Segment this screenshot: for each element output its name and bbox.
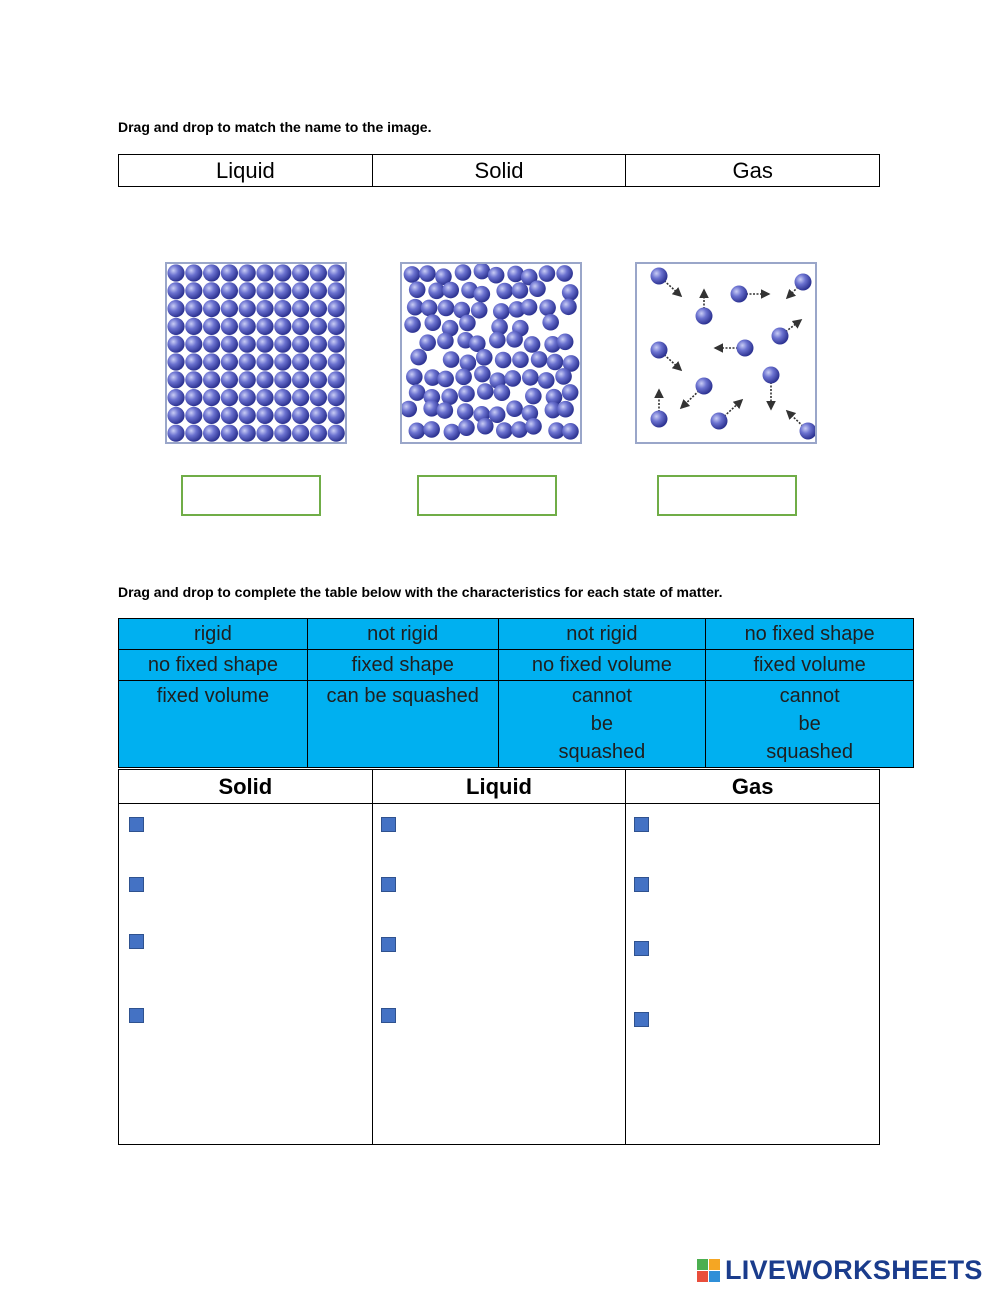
particle — [476, 349, 493, 366]
drop-slot[interactable] — [634, 817, 649, 832]
particle — [310, 407, 327, 424]
particle — [525, 388, 542, 405]
particle — [292, 318, 309, 335]
chip-no-fixed-shape[interactable]: no fixed shape — [706, 619, 914, 650]
particle — [256, 336, 273, 353]
word-liquid[interactable]: Liquid — [215, 157, 275, 183]
particle — [221, 336, 238, 353]
chip-fixed-volume[interactable]: fixed volume — [706, 650, 914, 681]
particle — [310, 371, 327, 388]
particle — [474, 286, 491, 303]
particle — [185, 300, 202, 317]
solid-particles-image — [165, 262, 347, 444]
particle — [471, 302, 488, 319]
particle — [442, 282, 459, 299]
particle — [560, 298, 577, 315]
particle — [167, 407, 184, 424]
particle — [459, 315, 476, 332]
particle — [239, 300, 256, 317]
scattered-particles-graphic — [637, 264, 815, 442]
particle — [328, 353, 345, 370]
dropzone-image-2[interactable] — [417, 475, 557, 516]
particle — [185, 371, 202, 388]
particle — [772, 328, 789, 345]
particle — [419, 334, 436, 351]
particle — [310, 282, 327, 299]
chip-not-rigid[interactable]: not rigid — [498, 619, 706, 650]
particle — [239, 371, 256, 388]
particle — [443, 351, 460, 368]
particle — [737, 340, 754, 357]
particle — [292, 425, 309, 442]
particle — [457, 403, 474, 420]
particle — [489, 332, 506, 349]
particle — [495, 352, 512, 369]
chip-no-fixed-shape[interactable]: no fixed shape — [119, 650, 308, 681]
particle — [310, 389, 327, 406]
particle — [203, 336, 220, 353]
gas-particles-image — [635, 262, 817, 444]
drop-slot[interactable] — [634, 941, 649, 956]
chip-not-rigid[interactable]: not rigid — [307, 619, 498, 650]
particle — [256, 389, 273, 406]
particle — [310, 425, 327, 442]
particle — [493, 303, 510, 320]
particle — [167, 282, 184, 299]
particle — [496, 422, 513, 439]
particle — [203, 371, 220, 388]
particle — [221, 407, 238, 424]
particle — [239, 389, 256, 406]
particle — [424, 314, 441, 331]
particle — [438, 300, 455, 317]
particle — [458, 386, 475, 403]
particle — [562, 384, 579, 401]
chip-fixed-shape[interactable]: fixed shape — [307, 650, 498, 681]
particle — [506, 400, 523, 417]
particle — [460, 355, 477, 372]
particle — [547, 354, 564, 371]
particle — [221, 264, 238, 281]
drop-slot[interactable] — [129, 934, 144, 949]
particle — [328, 389, 345, 406]
particle — [410, 349, 427, 366]
particle — [239, 318, 256, 335]
particle — [185, 389, 202, 406]
particle — [185, 425, 202, 442]
particle — [292, 407, 309, 424]
chip-no-fixed-volume[interactable]: no fixed volume — [498, 650, 706, 681]
particle — [274, 389, 291, 406]
header-solid: Solid — [218, 773, 273, 799]
particle — [474, 264, 491, 279]
particle — [203, 407, 220, 424]
particle — [404, 316, 421, 333]
chip-cannot-be-squashed[interactable]: cannot be squashed — [706, 681, 914, 768]
particle — [256, 318, 273, 335]
particle — [221, 353, 238, 370]
particle — [521, 299, 538, 316]
particle — [522, 369, 539, 386]
header-gas: Gas — [625, 770, 879, 803]
particle — [409, 281, 426, 298]
particle — [696, 308, 713, 325]
particle — [185, 264, 202, 281]
particle — [221, 318, 238, 335]
particle — [539, 299, 556, 316]
characteristics-bank — [118, 618, 914, 768]
particle — [531, 351, 548, 368]
particle — [274, 425, 291, 442]
particle — [538, 372, 555, 389]
particle — [256, 407, 273, 424]
particle — [239, 264, 256, 281]
particle — [256, 425, 273, 442]
particle — [406, 368, 423, 385]
particle — [167, 353, 184, 370]
particle — [437, 333, 454, 350]
particle — [402, 401, 417, 418]
particle — [274, 318, 291, 335]
particle — [419, 265, 436, 282]
particle — [310, 353, 327, 370]
particle — [274, 407, 291, 424]
particle — [488, 267, 505, 284]
word-solid[interactable]: Solid — [372, 155, 626, 186]
particle — [496, 283, 513, 300]
particle — [310, 264, 327, 281]
particle-cluster-graphic — [402, 264, 580, 442]
particle — [437, 371, 454, 388]
particle — [763, 367, 780, 384]
chip-can-be-squashed[interactable]: can be squashed — [307, 681, 498, 768]
answer-table-header — [119, 770, 879, 804]
particle — [458, 419, 475, 436]
name-word-bank — [118, 154, 880, 187]
particle — [256, 300, 273, 317]
particle — [795, 274, 812, 291]
particle — [539, 265, 556, 282]
drop-slot[interactable] — [381, 817, 396, 832]
particle — [511, 421, 528, 438]
particle — [328, 264, 345, 281]
particle — [167, 336, 184, 353]
particle — [542, 314, 559, 331]
particle — [524, 336, 541, 353]
particle — [310, 336, 327, 353]
particle — [167, 300, 184, 317]
particle — [651, 342, 668, 359]
dropzone-image-3[interactable] — [657, 475, 797, 516]
particle — [221, 425, 238, 442]
particle — [292, 264, 309, 281]
chip-rigid[interactable]: rigid — [119, 619, 308, 650]
drop-slot[interactable] — [634, 877, 649, 892]
particle — [477, 418, 494, 435]
liveworksheets-brand — [697, 1255, 983, 1286]
particle — [556, 265, 573, 282]
drop-slot[interactable] — [129, 1008, 144, 1023]
particle — [203, 389, 220, 406]
solid-column — [119, 804, 372, 1145]
particle — [274, 300, 291, 317]
chip-fixed-volume[interactable]: fixed volume — [119, 681, 308, 768]
chip-cannot-be-squashed[interactable]: cannot be squashed — [498, 681, 706, 768]
particle — [167, 389, 184, 406]
particle — [423, 421, 440, 438]
particle — [562, 423, 579, 440]
particle — [203, 282, 220, 299]
particle — [310, 300, 327, 317]
particle — [437, 402, 454, 419]
particle — [256, 371, 273, 388]
dropzone-image-1[interactable] — [181, 475, 321, 516]
drop-slot[interactable] — [129, 817, 144, 832]
drop-slot[interactable] — [634, 1012, 649, 1027]
particle — [167, 318, 184, 335]
particle — [477, 383, 494, 400]
particle — [409, 384, 426, 401]
drop-slot[interactable] — [381, 937, 396, 952]
drop-slot[interactable] — [381, 1008, 396, 1023]
liquid-particles-image — [400, 262, 582, 444]
particle — [409, 423, 426, 440]
particle — [185, 407, 202, 424]
particle — [494, 384, 511, 401]
particle — [328, 300, 345, 317]
table-instruction: Drag and drop to complete the table below with the characteristics for each state of matter. — [118, 584, 723, 600]
particle — [651, 268, 668, 285]
particle — [328, 371, 345, 388]
particle — [421, 300, 438, 317]
brand-name: LIVEWORKSHEETS — [725, 1255, 983, 1285]
particle — [167, 264, 184, 281]
particle — [555, 368, 572, 385]
particle — [529, 280, 546, 297]
particle — [167, 425, 184, 442]
particle — [256, 282, 273, 299]
liveworksheets-logo-icon — [697, 1259, 721, 1283]
particle — [292, 389, 309, 406]
particle — [512, 282, 529, 299]
particle — [404, 266, 421, 283]
particle — [292, 353, 309, 370]
particle — [274, 336, 291, 353]
particle — [489, 406, 506, 423]
word-gas[interactable]: Gas — [625, 155, 879, 186]
particle — [239, 282, 256, 299]
particle — [185, 336, 202, 353]
particle — [274, 353, 291, 370]
particle — [731, 286, 748, 303]
particle — [292, 336, 309, 353]
particle — [474, 366, 491, 383]
gas-column — [625, 804, 879, 1145]
particle — [203, 264, 220, 281]
drop-slot[interactable] — [129, 877, 144, 892]
particle — [221, 371, 238, 388]
particle — [239, 336, 256, 353]
particle — [328, 425, 345, 442]
particle — [292, 300, 309, 317]
particle — [328, 407, 345, 424]
particle — [512, 351, 529, 368]
particle — [557, 334, 574, 351]
match-instruction: Drag and drop to match the name to the image. — [118, 119, 432, 135]
particle — [221, 300, 238, 317]
particle — [256, 353, 273, 370]
particle — [557, 401, 574, 418]
particle — [428, 283, 445, 300]
particle — [203, 300, 220, 317]
header-liquid: Liquid — [372, 770, 626, 803]
particle — [310, 318, 327, 335]
particle — [203, 425, 220, 442]
particle — [239, 407, 256, 424]
particle — [239, 425, 256, 442]
particle — [455, 264, 472, 281]
particle — [203, 318, 220, 335]
particle — [504, 370, 521, 387]
particle — [696, 378, 713, 395]
particle — [203, 353, 220, 370]
liquid-column — [372, 804, 626, 1145]
particle — [711, 413, 728, 430]
particle — [274, 371, 291, 388]
particle — [274, 282, 291, 299]
particle — [167, 371, 184, 388]
particle — [506, 331, 523, 348]
particle — [221, 282, 238, 299]
particle — [274, 264, 291, 281]
particle — [328, 318, 345, 335]
particle — [292, 282, 309, 299]
particle — [455, 369, 472, 386]
particle — [185, 318, 202, 335]
particle — [256, 264, 273, 281]
particle — [562, 284, 579, 301]
drop-slot[interactable] — [381, 877, 396, 892]
particle — [525, 418, 542, 435]
particle — [221, 389, 238, 406]
answer-table — [118, 769, 880, 1145]
particle — [185, 282, 202, 299]
particle — [651, 411, 668, 428]
particle — [328, 336, 345, 353]
particle-grid-graphic — [167, 264, 345, 442]
particle — [239, 353, 256, 370]
particle — [185, 353, 202, 370]
particle — [444, 424, 461, 441]
particle — [292, 371, 309, 388]
particle — [328, 282, 345, 299]
